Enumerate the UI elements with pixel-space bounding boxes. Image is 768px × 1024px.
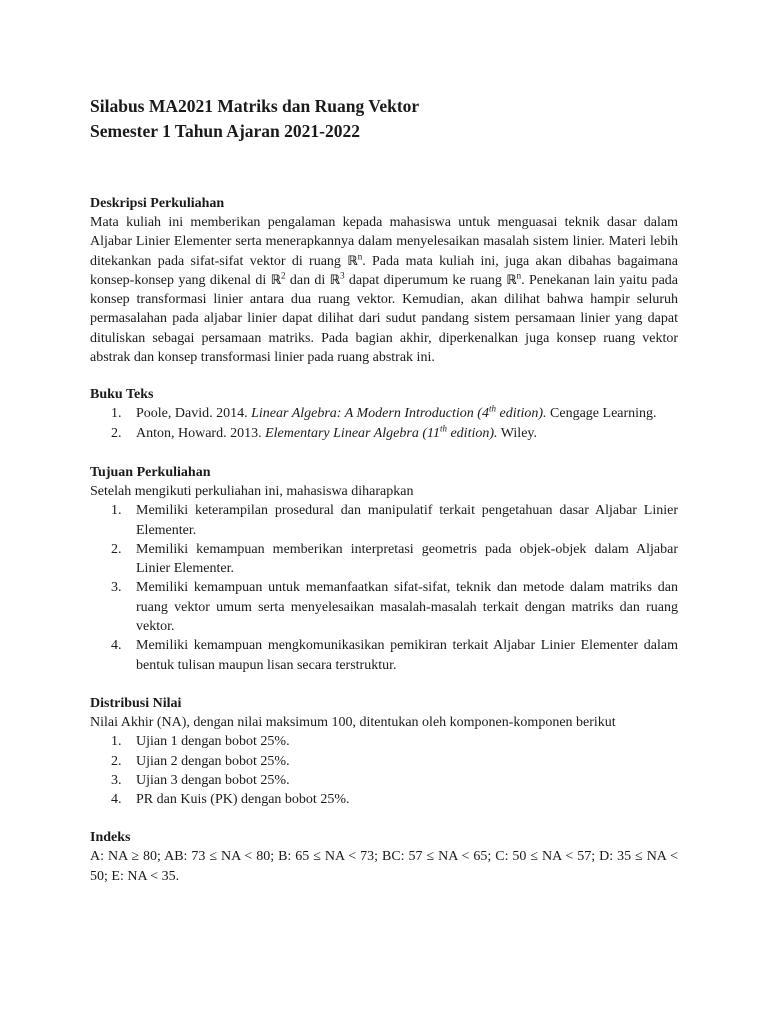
description-paragraph <box>90 213 678 367</box>
list-item-text: Memiliki kemampuan mengkomunikasikan pemikiran terkait Aljabar Linier Elementer dalam bentuk tulisan maupun lisan secara terstruktur. <box>136 638 678 673</box>
list-item <box>90 752 678 771</box>
list-item <box>90 636 678 675</box>
index-heading: Indeks <box>90 830 131 846</box>
list-item <box>90 501 678 540</box>
list-item-text: Memiliki keterampilan prosedural dan manipulatif terkait pengetahuan dasar Aljabar Linier Elementer. <box>136 503 678 538</box>
list-item-text: Memiliki kemampuan untuk memanfaatkan sifat-sifat, teknik dan metode dalam matriks dan ruang vektor umum serta menyelesaikan masalah-masalah terkait dengan matriks dan ruang vektor. <box>136 580 678 635</box>
list-item <box>90 732 678 751</box>
list-number: 1. <box>111 734 122 750</box>
book-title-end: edition). <box>446 425 498 441</box>
list-number: 2. <box>111 541 122 557</box>
real-space-symbol: ℝ <box>347 253 358 269</box>
superscript-n: n <box>516 270 522 281</box>
distribution-intro: Nilai Akhir (NA), dengan nilai maksimum 100, ditentukan oleh komponen-komponen berikut <box>90 714 616 730</box>
list-number: 2. <box>111 753 122 769</box>
list-item-text: Memiliki kemampuan memberikan interpretasi geometris pada objek-objek dalam Aljabar Linier Elementer. <box>136 541 678 577</box>
list-number: 2. <box>111 425 122 441</box>
list-item-text: PR dan Kuis (PK) dengan bobot 25%. <box>136 792 350 808</box>
list-number: 4. <box>111 638 122 654</box>
description-text-d: dapat diperumum ke ruang <box>344 272 507 288</box>
goals-heading: Tujuan Perkuliahan <box>90 464 211 480</box>
list-number: 1. <box>111 406 122 422</box>
list-item-text: Ujian 1 dengan bobot 25%. <box>136 734 290 750</box>
list-number: 3. <box>111 772 122 788</box>
book-publisher: Wiley. <box>497 425 537 441</box>
list-number: 1. <box>111 503 122 519</box>
book-title <box>265 423 498 441</box>
superscript-2: 2 <box>281 270 286 281</box>
textbooks-heading: Buku Teks <box>90 387 154 403</box>
real-space-symbol: ℝ <box>270 272 282 288</box>
edition-superscript: th <box>488 403 496 414</box>
book-title-text: Linear Algebra: A Modern Introduction (4 <box>251 406 489 422</box>
list-number: 3. <box>111 580 122 596</box>
syllabus-document <box>90 94 678 886</box>
list-item <box>90 404 678 423</box>
textbooks-list <box>90 404 678 443</box>
list-item <box>90 424 678 443</box>
description-text-e: . Penekanan lain yaitu pada konsep transformasi linier antara dua ruang vektor. Kemudian, akan dilihat bahwa hampir seluruh permasalahan pada aljabar linier dapat dilihat dari sudut pandang sistem persamaan linier yang dapat dituliskan sebagai persamaan matriks. Pada bagian akhir, diperkenalkan juga konsep ruang vektor abstrak dan konsep transformasi linier pada ruang abstrak ini. <box>90 272 679 366</box>
goals-list <box>90 501 678 675</box>
distribution-list <box>90 732 678 809</box>
book-title <box>251 403 547 422</box>
description-text-a: Mata kuliah ini memberikan pengalaman kepada mahasiswa untuk menguasai teknik dasar dalam Aljabar Linier Elementer serta menerapkannya dalam menyelesaikan masalah sistem linier. Materi lebih ditekankan pada sifat-sifat vektor di ruang <box>90 215 678 269</box>
document-title <box>90 94 678 144</box>
book-publisher: Cengage Learning. <box>546 406 657 422</box>
description-text-b: . Pada mata kuliah ini, juga akan dibahas bagaimana konsep-konsep yang dikenal di <box>90 253 678 288</box>
superscript-n: n <box>357 250 363 261</box>
list-item-text: Ujian 2 dengan bobot 25%. <box>136 753 290 769</box>
description-text-c: dan di <box>285 272 330 288</box>
book-title-text: Elementary Linear Algebra (11 <box>265 425 440 441</box>
list-item-text: Ujian 3 dengan bobot 25%. <box>136 772 290 788</box>
real-space-symbol: ℝ <box>506 272 517 288</box>
list-item <box>90 540 678 579</box>
book-author-year: Poole, David. 2014. <box>136 406 252 422</box>
index-text: A: NA ≥ 80; AB: 73 ≤ NA < 80; B: 65 ≤ NA < 73; BC: 57 ≤ NA < 65; C: 50 ≤ NA < 57; D: 35 ≤ NA < 50; E: NA < 35. <box>90 849 678 884</box>
list-item <box>90 771 678 790</box>
list-item <box>90 578 678 636</box>
description-heading: Deskripsi Perkuliahan <box>90 196 225 211</box>
real-space-symbol: ℝ <box>329 272 341 288</box>
list-number: 4. <box>111 792 122 808</box>
title-course: Silabus MA2021 Matriks dan Ruang Vektor <box>90 96 420 116</box>
book-title-end: edition). <box>495 406 547 422</box>
title-semester: Semester 1 Tahun Ajaran 2021-2022 <box>90 121 360 141</box>
book-author-year: Anton, Howard. 2013. <box>136 425 266 441</box>
distribution-heading: Distribusi Nilai <box>90 695 182 711</box>
edition-superscript: th <box>439 423 447 434</box>
goals-intro: Setelah mengikuti perkuliahan ini, mahasiswa diharapkan <box>90 483 414 499</box>
list-item <box>90 790 678 809</box>
superscript-3: 3 <box>340 270 345 281</box>
